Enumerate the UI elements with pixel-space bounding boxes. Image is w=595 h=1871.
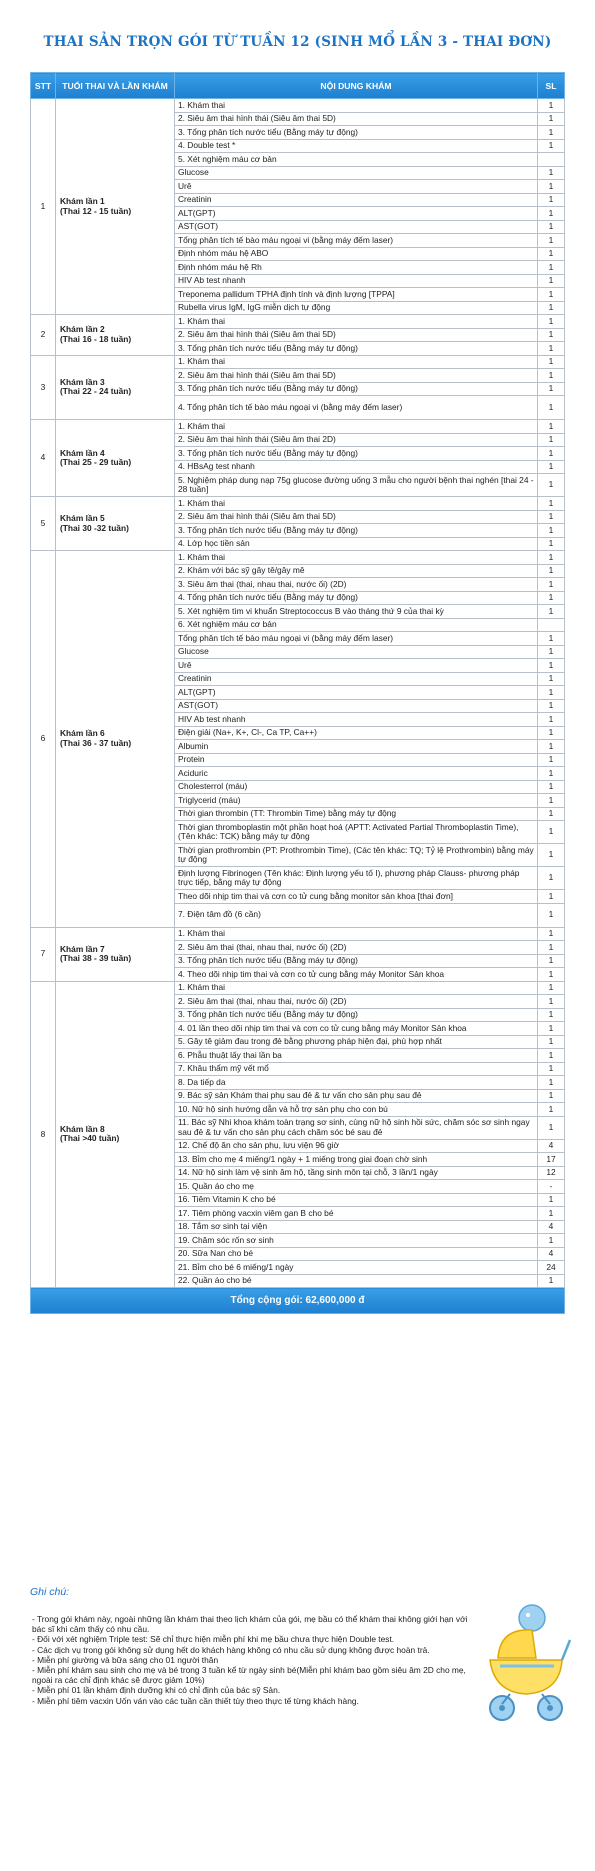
qty-cell: 1 <box>538 166 565 180</box>
notes-title: Ghi chú: <box>30 1586 70 1598</box>
qty-cell: 1 <box>538 1193 565 1207</box>
qty-cell: 17 <box>538 1153 565 1167</box>
qty-cell: 1 <box>538 645 565 659</box>
content-cell: 8. Da tiếp da <box>175 1076 538 1090</box>
stt-cell: 4 <box>31 420 56 497</box>
stt-cell: 1 <box>31 99 56 315</box>
content-cell: 5. Xét nghiệm tìm vi khuẩn Streptococcus B vào tháng thứ 9 của thai kỳ <box>175 605 538 619</box>
qty-cell: 4 <box>538 1247 565 1261</box>
content-cell: 7. Điện tâm đồ (6 cần) <box>175 903 538 927</box>
stt-cell: 7 <box>31 927 56 981</box>
content-cell: HIV Ab test nhanh <box>175 713 538 727</box>
table-header-row <box>31 73 565 99</box>
content-cell: 4. Theo dõi nhịp tim thai và cơn co tử cung bằng máy Monitor Sản khoa <box>175 968 538 982</box>
qty-cell: 1 <box>538 1116 565 1139</box>
content-cell: 1. Khám thai <box>175 420 538 434</box>
qty-cell: 1 <box>538 497 565 511</box>
table-row <box>31 497 565 511</box>
content-cell: Protein <box>175 753 538 767</box>
visit-cell <box>56 551 175 928</box>
content-cell: 21. Bỉm cho bé 6 miếng/1 ngày <box>175 1261 538 1275</box>
content-cell: 2. Siêu âm thai (thai, nhau thai, nước ối) (2D) <box>175 941 538 955</box>
qty-cell: 1 <box>538 605 565 619</box>
visit-label: Khám lần 8 <box>60 1123 105 1134</box>
qty-cell: 1 <box>538 1035 565 1049</box>
content-cell: 17. Tiêm phòng vacxin viêm gan B cho bé <box>175 1207 538 1221</box>
qty-cell: 1 <box>538 890 565 904</box>
note-item: - Trong gói khám này, ngoài những lần khám thai theo lịch khám của gói, mẹ bầu có thể khám thai không giới hạn với bác sĩ khi cảm thấy có nhu cầu. <box>32 1614 468 1635</box>
content-cell: Glucose <box>175 166 538 180</box>
qty-cell: 1 <box>538 261 565 275</box>
qty-cell: 1 <box>538 995 565 1009</box>
qty-cell: 1 <box>538 968 565 982</box>
content-cell: Thời gian thrombin (TT: Thrombin Time) bằng máy tự động <box>175 807 538 821</box>
qty-cell: 1 <box>538 139 565 153</box>
content-cell: 3. Tổng phân tích nước tiểu (Bằng máy tự động) <box>175 382 538 396</box>
qty-cell: 1 <box>538 753 565 767</box>
qty-cell: 1 <box>538 315 565 329</box>
qty-cell: 1 <box>538 1103 565 1117</box>
content-cell: Điện giải (Na+, K+, Cl-, Ca TP, Ca++) <box>175 726 538 740</box>
qty-cell: 1 <box>538 659 565 673</box>
content-cell: 6. Xét nghiệm máu cơ bản <box>175 618 538 632</box>
content-cell: Triglycerid (máu) <box>175 794 538 808</box>
qty-cell: 1 <box>538 369 565 383</box>
qty-cell: 1 <box>538 551 565 565</box>
note-item: - Miễn phí 01 lần khám định dưỡng khi có chỉ định của bác sỹ Sản. <box>32 1685 281 1696</box>
page-title: THAI SẢN TRỌN GÓI TỪ TUẦN 12 (SINH MỔ LẦN 3 - THAI ĐƠN) <box>43 34 552 50</box>
content-cell: 18. Tắm sơ sinh tại viện <box>175 1220 538 1234</box>
content-cell: 4. Double test * <box>175 139 538 153</box>
content-cell: 22. Quần áo cho bé <box>175 1274 538 1288</box>
content-cell: 2. Siêu âm thai hình thái (Siêu âm thai 2D) <box>175 433 538 447</box>
stt-cell: 6 <box>31 551 56 928</box>
qty-cell: 1 <box>538 1234 565 1248</box>
content-cell: Urê <box>175 180 538 194</box>
content-cell: 6. Phẫu thuật lấy thai lần ba <box>175 1049 538 1063</box>
content-cell: Thời gian prothrombin (PT: Prothrombin Time), (Các tên khác: TQ; Tỷ lệ Prothrombin) bằng máy tự động <box>175 844 538 867</box>
total-row <box>31 1288 565 1314</box>
qty-cell: 1 <box>538 207 565 221</box>
content-cell: 9. Bác sỹ sản Khám thai phụ sau đẻ & tư vấn cho sản phụ sau đẻ <box>175 1089 538 1103</box>
content-cell: 15. Quần áo cho mẹ <box>175 1180 538 1194</box>
content-cell: 2. Khám với bác sỹ gây tê/gây mê <box>175 564 538 578</box>
qty-cell: 1 <box>538 591 565 605</box>
qty-cell: 4 <box>538 1220 565 1234</box>
content-cell: 2. Siêu âm thai hình thái (Siêu âm thai 5D) <box>175 328 538 342</box>
content-cell: 3. Tổng phân tích nước tiểu (Bằng máy tự động) <box>175 954 538 968</box>
visit-range: (Thai 16 - 18 tuần) <box>60 333 132 344</box>
qty-cell: 1 <box>538 396 565 420</box>
table-row <box>31 551 565 565</box>
content-cell: 3. Tổng phân tích nước tiểu (Bằng máy tự động) <box>175 342 538 356</box>
content-cell: 4. 01 lần theo dõi nhịp tim thai và cơn co tử cung bằng máy Monitor Sản khoa <box>175 1022 538 1036</box>
content-cell: AST(GOT) <box>175 220 538 234</box>
visit-cell <box>56 497 175 551</box>
table-row <box>31 981 565 995</box>
visit-range: (Thai 38 - 39 tuần) <box>60 953 132 963</box>
qty-cell: 1 <box>538 460 565 474</box>
content-cell: 2. Siêu âm thai hình thái (Siêu âm thai 5D) <box>175 112 538 126</box>
content-cell: 19. Chăm sóc rốn sơ sinh <box>175 1234 538 1248</box>
qty-cell: 1 <box>538 420 565 434</box>
baby-stroller-icon <box>470 1600 580 1730</box>
total-price: Tổng cộng gói: 62,600,000 đ <box>31 1288 565 1314</box>
table-row <box>31 927 565 941</box>
visit-range: (Thai 30 -32 tuần) <box>60 522 129 533</box>
content-cell: Tổng phân tích tế bào máu ngoại vi (bằng máy đếm laser) <box>175 632 538 646</box>
qty-cell: 1 <box>538 112 565 126</box>
qty-cell: 1 <box>538 274 565 288</box>
content-cell: 14. Nữ hộ sinh làm vệ sinh âm hộ, tầng sinh môn tại chỗ, 3 lần/1 ngày <box>175 1166 538 1180</box>
qty-cell: 1 <box>538 821 565 844</box>
qty-cell: 1 <box>538 954 565 968</box>
notes-list <box>32 1614 472 1706</box>
visit-cell <box>56 99 175 315</box>
content-cell: Định lượng Fibrinogen (Tên khác: Định lượng yếu tố I), phương pháp Clauss- phương pháp trực tiếp, bằng máy tự động <box>175 867 538 890</box>
note-item: - Đối với xét nghiệm Triple test: Sẽ chỉ thực hiện miễn phí khi mẹ bầu chưa thực hiện Double test. <box>32 1634 395 1645</box>
qty-cell: 1 <box>538 1274 565 1288</box>
content-cell: Tổng phân tích tế bào máu ngoại vi (bằng máy đếm laser) <box>175 234 538 248</box>
qty-cell: 1 <box>538 564 565 578</box>
table-row <box>31 355 565 369</box>
qty-cell: 4 <box>538 1139 565 1153</box>
content-cell: 1. Khám thai <box>175 99 538 113</box>
qty-cell: 1 <box>538 981 565 995</box>
qty-cell: 1 <box>538 220 565 234</box>
qty-cell: 1 <box>538 780 565 794</box>
visit-range: (Thai 22 - 24 tuần) <box>60 386 132 397</box>
qty-cell: 1 <box>538 524 565 538</box>
stt-cell: 3 <box>31 355 56 420</box>
qty-cell: 1 <box>538 382 565 396</box>
qty-cell: 1 <box>538 867 565 890</box>
qty-cell: 24 <box>538 1261 565 1275</box>
content-cell: HIV Ab test nhanh <box>175 274 538 288</box>
qty-cell: 1 <box>538 632 565 646</box>
qty-cell: 1 <box>538 342 565 356</box>
visit-cell <box>56 315 175 356</box>
qty-cell: 1 <box>538 1207 565 1221</box>
content-cell: 10. Nữ hộ sinh hướng dẫn và hỗ trợ sản phụ cho con bú <box>175 1103 538 1117</box>
qty-cell: 1 <box>538 1049 565 1063</box>
qty-cell: 1 <box>538 355 565 369</box>
content-cell: Albumin <box>175 740 538 754</box>
content-cell: Treponema pallidum TPHA định tính và định lượng [TPPA] <box>175 288 538 302</box>
content-cell: 1. Khám thai <box>175 315 538 329</box>
content-cell: Rubella virus IgM, IgG miễn dịch tự động <box>175 301 538 315</box>
qty-cell: 1 <box>538 447 565 461</box>
visit-range: (Thai 12 - 15 tuần) <box>60 205 132 216</box>
stt-cell: 2 <box>31 315 56 356</box>
qty-cell: 1 <box>538 99 565 113</box>
stt-cell: 8 <box>31 981 56 1288</box>
qty-cell: 1 <box>538 726 565 740</box>
qty-cell: 1 <box>538 740 565 754</box>
visit-cell <box>56 927 175 981</box>
content-cell: ALT(GPT) <box>175 207 538 221</box>
qty-cell: 1 <box>538 474 565 497</box>
qty-cell: 1 <box>538 537 565 551</box>
content-cell: 1. Khám thai <box>175 981 538 995</box>
qty-cell: 12 <box>538 1166 565 1180</box>
visit-range: (Thai >40 tuần) <box>60 1133 120 1144</box>
content-cell: 13. Bỉm cho mẹ 4 miếng/1 ngày + 1 miếng trong giai đoạn chờ sinh <box>175 1153 538 1167</box>
content-cell: 3. Tổng phân tích nước tiểu (Bằng máy tự động) <box>175 524 538 538</box>
header-visit: TUỔI THAI VÀ LẦN KHÁM <box>56 73 175 99</box>
content-cell: 1. Khám thai <box>175 355 538 369</box>
visit-label: Khám lần 4 <box>60 447 105 458</box>
content-cell: Creatinin <box>175 193 538 207</box>
qty-cell: 1 <box>538 578 565 592</box>
content-cell: 3. Tổng phân tích nước tiểu (Bằng máy tự động) <box>175 126 538 140</box>
qty-cell: 1 <box>538 1062 565 1076</box>
content-cell: 1. Khám thai <box>175 927 538 941</box>
visit-cell <box>56 420 175 497</box>
qty-cell: 1 <box>538 699 565 713</box>
content-cell: 5. Xét nghiệm máu cơ bản <box>175 153 538 167</box>
qty-cell: 1 <box>538 193 565 207</box>
visit-label: Khám lần 1 <box>60 196 105 206</box>
qty-cell: 1 <box>538 126 565 140</box>
content-cell: 11. Bác sỹ Nhi khoa khám toàn trạng sơ sinh, cùng nữ hộ sinh hồi sức, chăm sóc sơ sinh ngay sau đẻ & tư vấn cho sản phụ cách chăm sóc bé sau đẻ <box>175 1116 538 1139</box>
qty-cell: 1 <box>538 328 565 342</box>
note-item: - Miễn phí tiêm vacxin Uốn ván vào các tuần cần thiết tùy theo thực tế từng khách hàng. <box>32 1695 359 1706</box>
content-cell: 1. Khám thai <box>175 497 538 511</box>
qty-cell: 1 <box>538 301 565 315</box>
qty-cell: 1 <box>538 844 565 867</box>
visit-label: Khám lần 2 <box>60 324 105 335</box>
content-cell: 3. Tổng phân tích nước tiểu (Bằng máy tự động) <box>175 1008 538 1022</box>
qty-cell: 1 <box>538 1022 565 1036</box>
visit-range: (Thai 25 - 29 tuần) <box>60 457 132 467</box>
content-cell: 16. Tiêm Vitamin K cho bé <box>175 1193 538 1207</box>
visit-label: Khám lần 3 <box>60 376 105 387</box>
content-cell: Định nhóm máu hệ Rh <box>175 261 538 275</box>
qty-cell: - <box>538 1180 565 1194</box>
table-row <box>31 420 565 434</box>
content-cell: ALT(GPT) <box>175 686 538 700</box>
table-row <box>31 99 565 113</box>
qty-cell <box>538 153 565 167</box>
visit-range: (Thai 36 - 37 tuần) <box>60 737 132 748</box>
package-table <box>30 72 565 1314</box>
content-cell: 7. Khâu thẩm mỹ vết mổ <box>175 1062 538 1076</box>
qty-cell: 1 <box>538 510 565 524</box>
content-cell: 12. Chế độ ăn cho sản phụ, lưu viện 96 giờ <box>175 1139 538 1153</box>
qty-cell: 1 <box>538 1008 565 1022</box>
qty-cell: 1 <box>538 927 565 941</box>
table-row <box>31 315 565 329</box>
content-cell: Định nhóm máu hệ ABO <box>175 247 538 261</box>
qty-cell: 1 <box>538 794 565 808</box>
qty-cell: 1 <box>538 672 565 686</box>
header-qty: SL <box>538 73 565 99</box>
content-cell: Cholesterrol (máu) <box>175 780 538 794</box>
content-cell: Thời gian thromboplastin một phần hoạt hoá (APTT: Activated Partial Thromboplastin Time), (Tên khác: TCK) bằng máy tự động <box>175 821 538 844</box>
content-cell: 3. Siêu âm thai (thai, nhau thai, nước ối) (2D) <box>175 578 538 592</box>
content-cell: 4. HBsAg test nhanh <box>175 460 538 474</box>
visit-cell <box>56 981 175 1288</box>
note-item: - Miễn phí giường và bữa sáng cho 01 người thân <box>32 1654 219 1665</box>
qty-cell: 1 <box>538 941 565 955</box>
note-item: - Miễn phí khám sau sinh cho mẹ và bé trong 3 tuần kể từ ngày sinh bé(Miễn phí khám bao gồm siêu âm 2D cho mẹ, ngoài ra các chỉ định khác sẽ được giảm 10%) <box>32 1665 466 1686</box>
content-cell: Creatinin <box>175 672 538 686</box>
content-cell: AST(GOT) <box>175 699 538 713</box>
header-content: NỘI DUNG KHÁM <box>175 73 538 99</box>
qty-cell: 1 <box>538 686 565 700</box>
content-cell: 1. Khám thai <box>175 551 538 565</box>
qty-cell: 1 <box>538 1089 565 1103</box>
qty-cell: 1 <box>538 713 565 727</box>
table-body <box>31 99 565 1314</box>
content-cell: 4. Tổng phân tích nước tiểu (Bằng máy tự động) <box>175 591 538 605</box>
visit-label: Khám lần 6 <box>60 728 105 739</box>
qty-cell <box>538 618 565 632</box>
qty-cell: 1 <box>538 247 565 261</box>
qty-cell: 1 <box>538 288 565 302</box>
content-cell: Theo dõi nhịp tim thai và cơn co tử cung bằng monitor sản khoa [thai đơn] <box>175 890 538 904</box>
header-stt: STT <box>31 73 56 99</box>
content-cell: 4. Lớp học tiền sản <box>175 537 538 551</box>
content-cell: Aciduric <box>175 767 538 781</box>
content-cell: 5. Nghiệm pháp dung nạp 75g glucose đường uống 3 mẫu cho người bệnh thai nghén [thai 24 - 28 tuần] <box>175 474 538 497</box>
qty-cell: 1 <box>538 767 565 781</box>
content-cell: Glucose <box>175 645 538 659</box>
visit-label: Khám lần 5 <box>60 513 105 523</box>
content-cell: 2. Siêu âm thai (thai, nhau thai, nước ối) (2D) <box>175 995 538 1009</box>
content-cell: 4. Tổng phân tích tế bào máu ngoại vi (bằng máy đếm laser) <box>175 396 538 420</box>
stt-cell: 5 <box>31 497 56 551</box>
note-item: - Các dịch vụ trong gói không sử dụng hết do khách hàng không có nhu cầu sử dụng không được hoàn trả. <box>32 1644 430 1655</box>
qty-cell: 1 <box>538 180 565 194</box>
visit-label: Khám lần 7 <box>60 943 105 954</box>
content-cell: 2. Siêu âm thai hình thái (Siêu âm thai 5D) <box>175 369 538 383</box>
qty-cell: 1 <box>538 903 565 927</box>
content-cell: 3. Tổng phân tích nước tiểu (Bằng máy tự động) <box>175 447 538 461</box>
qty-cell: 1 <box>538 234 565 248</box>
content-cell: 5. Gây tê giảm đau trong đẻ bằng phương pháp hiện đại, phù hợp nhất <box>175 1035 538 1049</box>
visit-cell <box>56 355 175 420</box>
qty-cell: 1 <box>538 433 565 447</box>
qty-cell: 1 <box>538 1076 565 1090</box>
content-cell: 2. Siêu âm thai hình thái (Siêu âm thai 5D) <box>175 510 538 524</box>
content-cell: Urê <box>175 659 538 673</box>
content-cell: 20. Sữa Nan cho bé <box>175 1247 538 1261</box>
qty-cell: 1 <box>538 807 565 821</box>
